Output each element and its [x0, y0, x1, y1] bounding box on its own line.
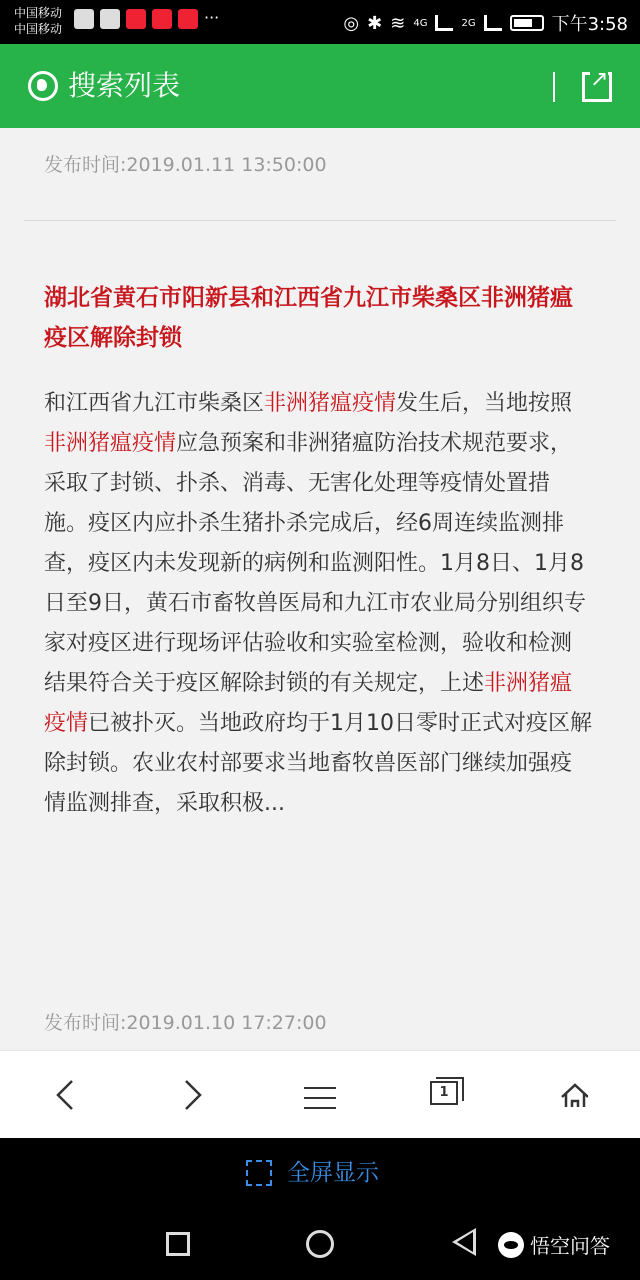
battery-icon — [510, 15, 544, 31]
signal-icon — [435, 15, 453, 31]
chevron-right-icon — [170, 1073, 214, 1117]
system-status — [343, 10, 628, 36]
more-notifications-icon: ··· — [204, 8, 220, 27]
snippet-keyword: 非洲猪瘟疫情 — [264, 391, 397, 416]
tabs-button[interactable] — [424, 1073, 468, 1117]
watermark — [498, 1230, 610, 1259]
carrier-info — [14, 5, 62, 37]
carrier-2: 中国移动 — [14, 22, 63, 36]
snippet-text: 已被扑灭。当地政府均于1月10日零时正式对疫区解除封锁。农业农村部要求当地畜牧兽医部门继续加强疫情监测排查，采取积极... — [44, 711, 593, 816]
network-badge-4g: 4G — [413, 17, 428, 29]
carrier-1: 中国移动 — [14, 6, 63, 20]
forward-button[interactable] — [170, 1073, 214, 1117]
page-title: 搜索列表 — [68, 69, 181, 102]
publish-time: 发布时间:2019.01.10 17:27:00 — [44, 1012, 327, 1034]
fullscreen-icon — [246, 1160, 272, 1186]
back-button[interactable] — [44, 1073, 88, 1117]
location-icon: ◎ — [343, 12, 360, 34]
app-bar — [0, 44, 640, 128]
watermark-text: 悟空问答 — [530, 1234, 610, 1258]
signal-icon-2 — [484, 15, 502, 31]
publish-time: 发布时间:2019.01.11 13:50:00 — [44, 154, 327, 176]
open-external-icon[interactable] — [582, 72, 612, 102]
wukong-logo-icon — [498, 1232, 524, 1258]
notification-icons — [74, 9, 219, 29]
snippet-keyword: 非洲猪瘟疫情 — [44, 431, 177, 456]
clock: 下午3:58 — [551, 14, 628, 35]
home-nav-button[interactable] — [306, 1230, 334, 1258]
home-icon — [560, 1083, 588, 1107]
back-nav-button[interactable] — [452, 1228, 476, 1256]
chat-bubble-icon — [100, 9, 120, 29]
toolbar-divider — [553, 72, 555, 102]
snippet-text: 和江西省九江市柴桑区 — [44, 391, 265, 416]
fullscreen-bar[interactable] — [0, 1138, 640, 1212]
browser-toolbar — [0, 1050, 640, 1138]
bluetooth-icon: ✱ — [367, 12, 383, 34]
app-notification-icon — [126, 9, 146, 29]
wifi-icon: ≋ — [390, 12, 406, 34]
snippet-keyword: 非洲猪瘟疫情 — [44, 671, 573, 736]
map-pin-icon — [152, 9, 172, 29]
tabs-icon: 1 — [430, 1081, 458, 1105]
fullscreen-label[interactable]: 全屏显示 — [287, 1160, 379, 1186]
chevron-left-icon — [44, 1073, 88, 1117]
snippet-text: 应急预案和非洲猪瘟防治技术规范要求，采取了封锁、扑杀、消毒、无害化处理等疫情处置措施。疫区内应扑杀生猪扑杀完成后，经6周连续监测排查，疫区内未发现新的病例和监测阳性。1月8日、1月8日至9日，黄石市畜牧兽医局和九江市农业局分别组织专家对疫区进行现场评估验收和实验室检测，验收和检测结果符合关于疫区解除封锁的有关规定，上述 — [44, 431, 586, 696]
network-badge-2g: 2G — [461, 17, 476, 29]
result-snippet[interactable] — [44, 384, 592, 824]
divider — [24, 220, 616, 221]
result-headline[interactable]: 湖北省黄石市阳新县和江西省九江市柴桑区非洲猪瘟疫区解除封锁 — [44, 285, 573, 351]
home-button[interactable] — [552, 1073, 596, 1117]
snippet-text: 发生后，当地按照 — [396, 391, 573, 416]
status-bar — [0, 0, 640, 44]
system-nav-bar — [0, 1212, 640, 1280]
menu-button[interactable] — [298, 1073, 342, 1117]
search-results — [0, 128, 640, 1050]
menu-icon — [298, 1073, 342, 1109]
news-app-icon — [178, 9, 198, 29]
activity-icon — [74, 9, 94, 29]
recent-apps-button[interactable] — [166, 1232, 190, 1256]
globe-icon — [28, 71, 58, 101]
